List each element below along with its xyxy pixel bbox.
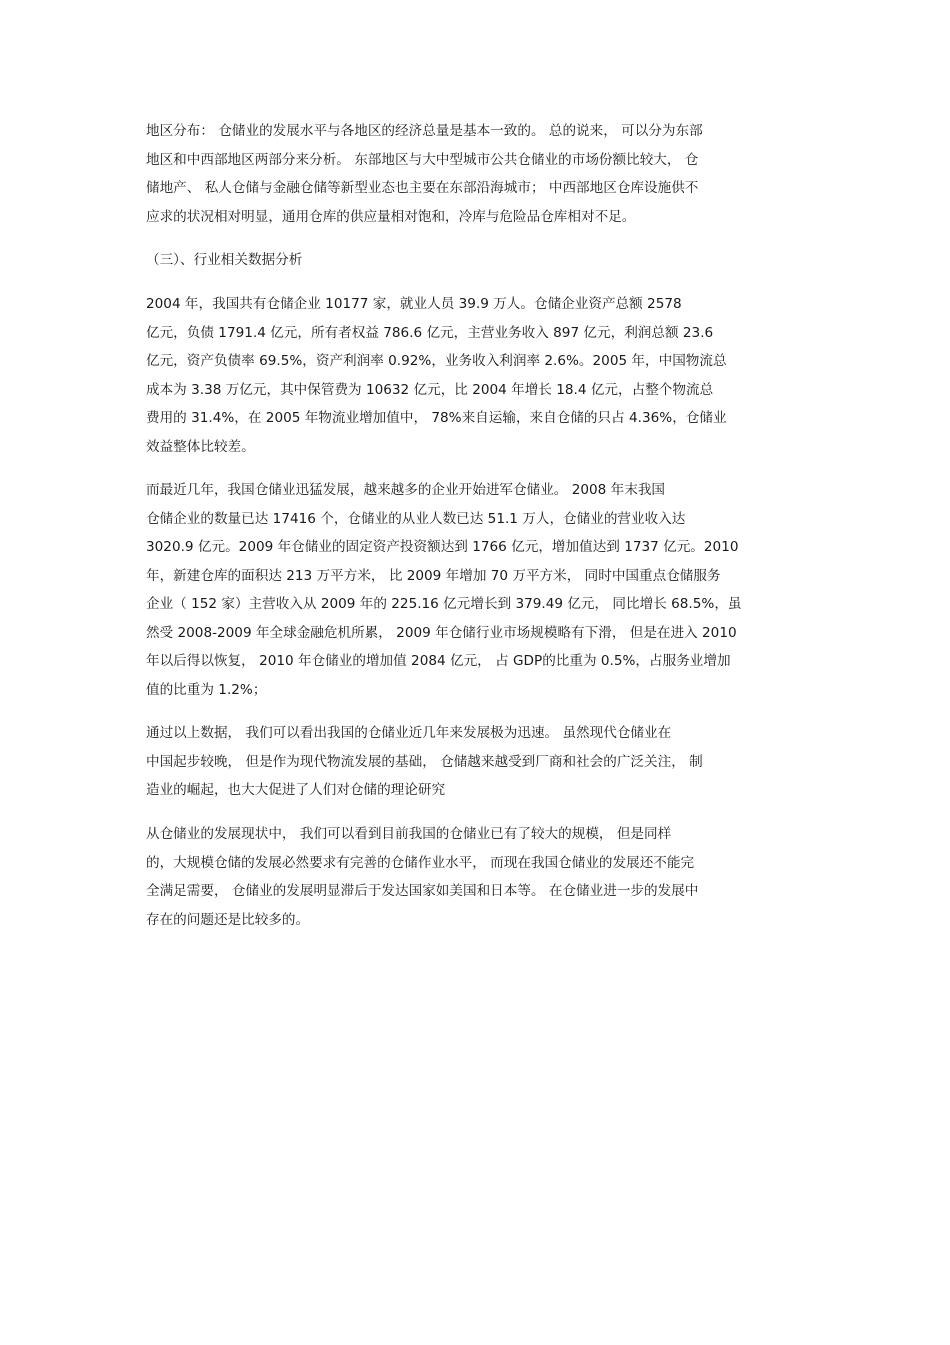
text-line: 而最近几年，我国仓储业迅猛发展，越来越多的企业开始进军仓储业。 2008 年末我国 [146,482,666,498]
paragraph-conclusion [146,719,808,805]
text-line: 地区分布： 仓储业的发展水平与各地区的经济总量是基本一致的。 总的说来， 可以分为东部 [146,123,703,139]
text-line: 值的比重为 1.2%； [146,681,267,698]
text-line: 年以后得以恢复， 2010 年仓储业的增加值 2084 亿元， 占 GDP的比重为 0.5%，占服务业增加 [146,653,731,669]
text-line: 存在的问题还是比较多的。 [146,911,310,928]
text-line: 2004 年，我国共有仓储企业 10177 家，就业人员 39.9 万人。仓储企业资产总额 2578 [146,296,682,312]
paragraph-2004-data [146,290,808,461]
text-line: 通过以上数据， 我们可以看出我国的仓储业近几年来发展极为迅速。 虽然现代仓储业在 [146,725,672,741]
text-line: 年，新建仓库的面积达 213 万平方米， 比 2009 年增加 70 万平方米， 同时中国重点仓储服务 [146,567,721,584]
text-line: 成本为 3.38 万亿元，其中保管费为 10632 亿元，比 2004 年增长 18.4 亿元，占整个物流总 [146,381,714,398]
paragraph-regional-distribution [146,117,808,231]
text-line: 储地产、 私人仓储与金融仓储等新型业态也主要在东部沿海城市； 中西部地区仓库设施供不 [146,180,699,196]
paragraph-recent-development [146,476,808,704]
text-line: 亿元，资产负债率 69.5%，资产利润率 0.92%，业务收入利润率 2.6%。2005 年，中国物流总 [146,353,727,369]
text-line: 造业的崛起，也大大促进了人们对仓储的理论研究 [146,782,446,798]
text-line: 从仓储业的发展现状中， 我们可以看到目前我国的仓储业已有了较大的规模， 但是同样 [146,826,672,842]
text-line: 中国起步较晚， 但是作为现代物流发展的基础， 仓储越来越受到厂商和社会的广泛关注， 制 [146,753,703,770]
text-line: 然受 2008-2009 年全球金融危机所累， 2009 年仓储行业市场规模略有下滑， 但是在进入 2010 [146,624,737,641]
section-heading [146,246,808,275]
text-line: 仓储企业的数量已达 17416 个，仓储业的从业人数已达 51.1 万人，仓储业的营业收入达 [146,510,686,527]
text-line: 地区和中西部地区两部分来分析。 东部地区与大中型城市公共仓储业的市场份额比较大， 仓 [146,151,699,168]
paragraph-current-status [146,820,808,934]
text-line: 费用的 31.4%，在 2005 年物流业增加值中， 78%来自运输，来自仓储的只占 4.36%，仓储业 [146,410,727,426]
text-line: 效益整体比较差。 [146,438,255,455]
text-line: 企业（ 152 家）主营收入从 2009 年的 225.16 亿元增长到 379.49 亿元， 同比增长 68.5%，虽 [146,596,742,612]
text-line: 应求的状况相对明显，通用仓库的供应量相对饱和，冷库与危险品仓库相对不足。 [146,208,636,225]
text-line: 3020.9 亿元。2009 年仓储业的固定资产投资额达到 1766 亿元，增加值达到 1737 亿元。2010 [146,539,739,555]
text-line: 的，大规模仓储的发展必然要求有完善的仓储作业水平， 而现在我国仓储业的发展还不能完 [146,854,695,871]
section-heading-text: （三）、行业相关数据分析 [146,252,303,268]
text-line: 全满足需要， 仓储业的发展明显滞后于发达国家如美国和日本等。 在仓储业进一步的发展中 [146,883,699,899]
text-line: 亿元，负债 1791.4 亿元，所有者权益 786.6 亿元，主营业务收入 897 亿元，利润总额 23.6 [146,324,714,341]
